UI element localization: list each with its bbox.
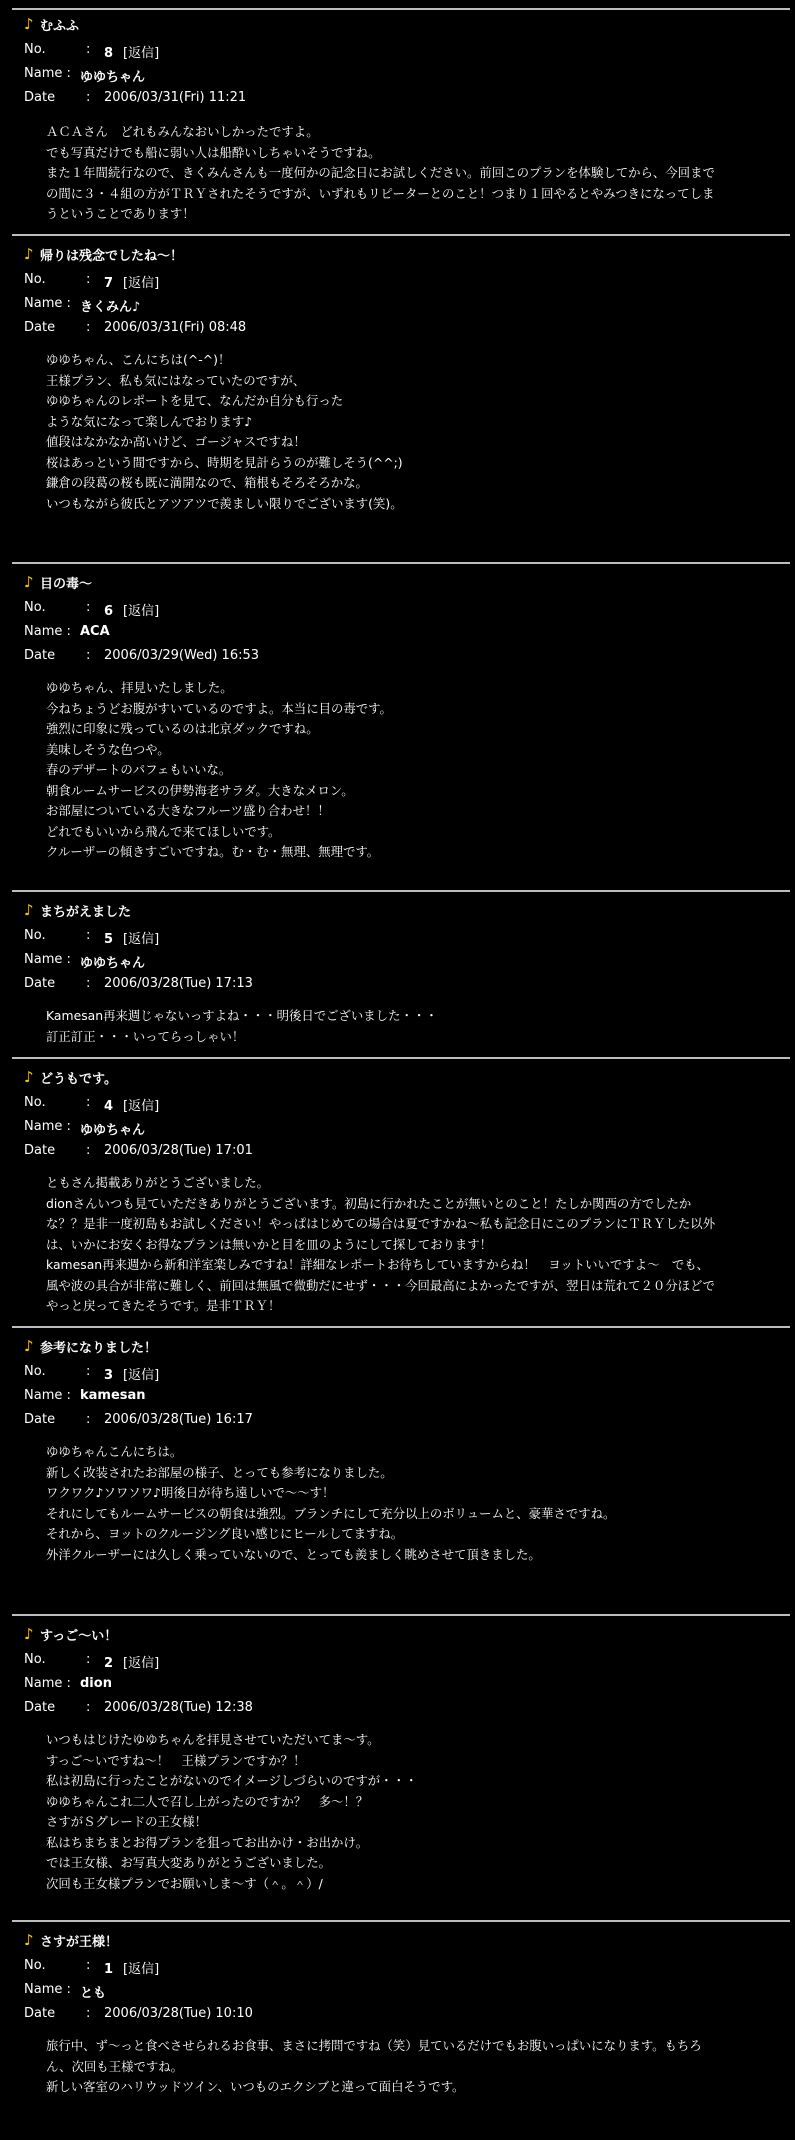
body-line: 旅行中、ず～っと食べさせられるお食事、まさに拷問ですね（笑）見ているだけでもお腹いっぱいになります。もちろ [46,2038,702,2053]
post-number: 2 [返信] [104,1656,160,1671]
post-date: 2006/03/28(Tue) 16:17 [104,1412,253,1427]
date-label: Date [24,1412,56,1427]
reply-link[interactable]: [返信] [123,604,160,619]
name-label: Name : [24,66,71,81]
body-line: いつもはじけたゆゆちゃんを拝見させていただいてま～す。 [46,1732,380,1747]
post-title-row [24,14,79,34]
separator [12,1614,790,1616]
body-line: お部屋についている大きなフルーツ盛り合わせ！！ [46,803,330,818]
name-label: Name : [24,1676,71,1691]
post-number: 1 [返信] [104,1962,160,1977]
body-line: 鎌倉の段葛の桜も既に満開なので、箱根もそろそろかな。 [46,475,368,490]
name-label: Name : [24,296,71,311]
post-title-row [24,1336,157,1356]
music-note-icon: ♪ [24,245,34,263]
body-line: 私はちまちまとお得プランを狙ってお出かけ・お出かけ。 [46,1834,369,1850]
author-name: ACA [80,624,110,639]
post-title: すっご～い！ [40,1628,118,1644]
date-colon: : [86,1412,91,1427]
music-note-icon: ♪ [24,1337,34,1355]
separator [12,890,790,892]
reply-link[interactable]: [返信] [123,46,160,61]
no-label: No. [24,600,46,615]
date-colon: : [86,320,91,335]
body-line: ＡＣＡさん どれもみんなおいしかったですよ。 [46,124,319,139]
post-number: 3 [返信] [104,1368,160,1383]
date-colon: : [86,648,91,663]
body-line: 美味しそうな色つや。 [46,741,170,757]
body-line: でも写真だけでも船に弱い人は船酔いしちゃいそうですね。 [46,144,381,160]
body-line: ん、次回も王様ですね。 [46,2058,184,2074]
body-line: ゆゆちゃんこれ二人で召し上がったのですか？ 多～！？ [46,1793,369,1809]
post-title: 参考になりました！ [40,1340,158,1356]
separator [12,1057,790,1059]
date-label: Date [24,1143,56,1158]
music-note-icon: ♪ [24,1068,34,1086]
body-line: 訂正訂正・・・いってらっしゃい！ [46,1028,245,1044]
body-line: 今ねちょうどお腹がすいているのですよ。本当に目の毒です。 [46,700,392,716]
body-line: また１年間続行なので、きくみんさんも一度何かの記念日にお試しください。前回このプランを体験してから、今回まで [46,165,715,180]
separator [12,562,790,564]
date-colon: : [86,1143,91,1158]
body-line: kamesan再来週から新和洋室楽しみですね！詳細なレポートお待ちしていますからね！ ヨットいいですよ～ でも、 [46,1257,710,1272]
post-body [46,1006,774,1047]
post-title-row [24,900,131,920]
post-title-row [24,1624,117,1644]
post-date: 2006/03/29(Wed) 16:53 [104,648,260,663]
body-line: 私は初島に行ったことがないのでイメージしづらいのですが・・・ [46,1773,418,1788]
body-line: ワクワク♪ソワソワ♪明後日が待ち遠しいで～～す！ [46,1485,335,1500]
post-number: 8 [返信] [104,46,160,61]
no-colon: : [86,928,91,943]
no-colon: : [86,600,91,615]
music-note-icon: ♪ [24,573,34,591]
reply-link[interactable]: [返信] [123,1368,160,1383]
post-title: むふふ [40,18,80,34]
post-number: 7 [返信] [104,276,160,291]
post-title-row [24,1067,117,1087]
music-note-icon: ♪ [24,1931,34,1949]
body-line: ともさん掲載ありがとうございました。 [46,1175,270,1190]
post-body [46,1442,774,1565]
no-label: No. [24,42,46,57]
body-line: 風や波の具合が非常に難しく、前回は無風で微動だにせず・・・今回最高によかったですが、翌日は荒れて２０分ほどで [46,1277,715,1293]
body-line: ゆゆちゃんこんにちは。 [46,1444,183,1459]
reply-link[interactable]: [返信] [123,1099,160,1114]
post-body [46,1730,774,1894]
reply-link[interactable]: [返信] [123,932,160,947]
date-colon: : [86,2006,91,2021]
body-line: 朝食ルームサービスの伊勢海老サラダ。大きなメロン。 [46,782,354,798]
post-body [46,122,774,225]
post-number: 5 [返信] [104,932,160,947]
body-line: Kamesan再来週じゃないっすよね・・・明後日でございました・・・ [46,1008,438,1023]
body-line: 強烈に印象に残っているのは北京ダックですね。 [46,721,319,736]
no-colon: : [86,272,91,287]
no-label: No. [24,1652,46,1667]
body-line: 次回も王女様プランでお願いしま～す（＾。＾）/ [46,1875,323,1891]
no-colon: : [86,1652,91,1667]
separator [12,8,790,10]
date-label: Date [24,976,56,991]
date-label: Date [24,2006,56,2021]
body-line: どれでもいいから飛んで来てほしいです。 [46,823,281,839]
post-body [46,678,774,863]
body-line: ゆゆちゃん、こんにちは(^-^)！ [46,352,231,367]
body-line: それから、ヨットのクルージング良い感じにヒールしてますね。 [46,1526,404,1541]
post-title: まちがえました [40,904,132,920]
author-name: dion [80,1676,112,1691]
music-note-icon: ♪ [24,901,34,919]
body-line: ゆゆちゃんのレポートを見て、なんだか自分も行った [46,393,344,408]
post-title: 目の毒～ [40,576,93,592]
body-line: 新しい客室のハリウッドツイン、いつものエクシブと違って面白そうです。 [46,2079,465,2094]
author-name: ゆゆちゃん [80,70,146,85]
separator [12,234,790,236]
post-date: 2006/03/31(Fri) 08:48 [104,320,247,335]
no-label: No. [24,1364,46,1379]
body-line: いつもながら彼氏とアツアツで羨ましい限りでございます(笑)。 [46,495,403,511]
post-date: 2006/03/28(Tue) 12:38 [104,1700,253,1715]
date-colon: : [86,90,91,105]
body-line: クルーザーの傾きすごいですね。む・む・無理、無理です。 [46,844,380,859]
reply-link[interactable]: [返信] [123,1962,160,1977]
reply-link[interactable]: [返信] [123,1656,160,1671]
post-number: 4 [返信] [104,1099,160,1114]
body-line: は、いかにお安くお得なプランは無いかと目を皿のようにして探しております！ [46,1236,493,1252]
no-colon: : [86,1364,91,1379]
post-title-row [24,244,183,264]
no-colon: : [86,1095,91,1110]
body-line: 値段はなかなか高いけど、ゴージャスですね！ [46,434,306,449]
body-line: 桜はあっという間ですから、時期を見計らうのが難しそう(^^;) [46,454,403,470]
name-label: Name : [24,624,71,639]
body-line: な？？是非一度初島もお試しください！やっぱはじめての場合は夏ですかね～私も記念日にこのプランにＴＲＹした以外 [46,1216,716,1231]
no-colon: : [86,42,91,57]
date-label: Date [24,320,56,335]
post-date: 2006/03/28(Tue) 17:01 [104,1143,253,1158]
no-label: No. [24,1095,46,1110]
name-label: Name : [24,1982,71,1997]
name-label: Name : [24,1119,71,1134]
author-name: ゆゆちゃん [80,956,146,971]
body-line: 春のデザートのパフェもいいな。 [46,762,232,777]
body-line: の間に３・４組の方がＴＲＹされたそうですが、いずれもリピーターとのこと！つまり１回やるとやみつきになってしま [46,185,715,201]
body-line: やっと戻ってきたそうです。是非ＴＲＹ！ [46,1298,281,1313]
author-name: きくみん♪ [80,300,141,315]
no-label: No. [24,272,46,287]
author-name: kamesan [80,1388,146,1403]
post-body [46,350,774,514]
music-note-icon: ♪ [24,15,34,33]
post-date: 2006/03/31(Fri) 11:21 [104,90,247,105]
author-name: とも [80,1986,107,2001]
post-title-row [24,572,92,592]
no-label: No. [24,928,46,943]
post-number: 6 [返信] [104,604,160,619]
no-label: No. [24,1958,46,1973]
post-title: 帰りは残念でしたね～！ [40,248,184,264]
music-note-icon: ♪ [24,1625,34,1643]
post-body [46,2036,774,2098]
body-line: では王女様、お写真大変ありがとうございました。 [46,1855,331,1870]
date-label: Date [24,648,56,663]
post-title: どうもです。 [40,1071,117,1087]
date-label: Date [24,90,56,105]
name-label: Name : [24,1388,71,1403]
body-line: うということであります！ [46,206,195,221]
body-line: 王様プラン、私も気にはなっていたのですが、 [46,372,306,388]
post-title: さすが王様！ [40,1934,119,1950]
no-colon: : [86,1958,91,1973]
body-line: 新しく改装されたお部屋の様子、とっても参考になりました。 [46,1464,393,1480]
separator [12,1920,790,1922]
body-line: さすがＳグレードの王女様！ [46,1814,208,1829]
date-colon: : [86,1700,91,1715]
body-line: dionさんいつも見ていただきありがとうございます。初島に行かれたことが無いとのこと！たしか関西の方でしたか [46,1195,692,1211]
body-line: それにしてもルームサービスの朝食は強烈。ブランチにして充分以上のボリュームと、豪華さですね。 [46,1505,616,1521]
post-body [46,1173,774,1317]
reply-link[interactable]: [返信] [123,276,160,291]
separator [12,1326,790,1328]
post-title-row [24,1930,118,1950]
author-name: ゆゆちゃん [80,1123,146,1138]
body-line: すっご～いですね～！ 王様プランですか？！ [46,1752,306,1768]
body-line: 外洋クルーザーには久しく乗っていないので、とっても羨ましく眺めさせて頂きました。 [46,1546,541,1562]
date-label: Date [24,1700,56,1715]
body-line: ような気になって楽しんでおります♪ [46,413,253,429]
name-label: Name : [24,952,71,967]
post-date: 2006/03/28(Tue) 17:13 [104,976,253,991]
date-colon: : [86,976,91,991]
body-line: ゆゆちゃん、拝見いたしました。 [46,680,233,695]
post-date: 2006/03/28(Tue) 10:10 [104,2006,253,2021]
